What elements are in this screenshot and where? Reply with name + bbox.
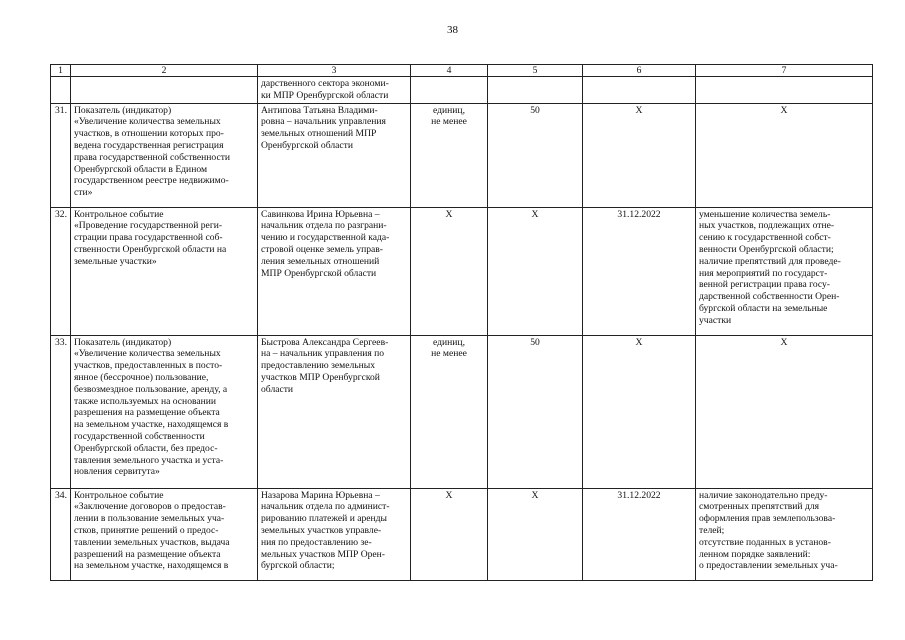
value-cell: [488, 77, 583, 104]
row-number: 33.: [51, 335, 71, 488]
column-number: 2: [71, 65, 258, 77]
row-number: 32.: [51, 207, 71, 335]
responsible-cell: Назарова Марина Юрьевна – начальник отдела по админист- рированию платежей и аренды земельных участков управле- ния по предоставлению зе- мельных участков МПР Орен- бургской области;: [258, 488, 411, 580]
value-cell: 50: [488, 335, 583, 488]
value-cell: Х: [488, 488, 583, 580]
row-number: [51, 77, 71, 104]
column-number: 5: [488, 65, 583, 77]
note-cell: уменьшение количества земель- ных участков, подлежащих отне- сению к государственной собст- венности Оренбургской области; наличие препятствий для проведе- ния мероприятий по государст- венной регистрации права госу- дарственной собственности Орен- бургской области на земельные участки: [696, 207, 873, 335]
row-number: 34.: [51, 488, 71, 580]
date-cell: 31.12.2022: [583, 488, 696, 580]
indicator-cell: [71, 77, 258, 104]
responsible-cell: Быстрова Александра Сергеев- на – начальник управления по предоставлению земельных участков МПР Оренбургской области: [258, 335, 411, 488]
plan-table: [50, 64, 873, 581]
unit-cell: [411, 77, 488, 104]
table-row: [51, 335, 873, 488]
column-number: 6: [583, 65, 696, 77]
column-number: 7: [696, 65, 873, 77]
page-number: 38: [447, 24, 458, 36]
table-row: [51, 77, 873, 104]
note-cell: наличие законодательно преду- смотренных препятствий для оформления прав землепользова- телей; отсутствие поданных в установ- ленном порядке заявлений: о предоставлении земельных уча-: [696, 488, 873, 580]
table-row: [51, 207, 873, 335]
date-cell: [583, 77, 696, 104]
column-number-row: [51, 65, 873, 77]
unit-cell: единиц, не менее: [411, 103, 488, 207]
column-number: 4: [411, 65, 488, 77]
indicator-cell: Показатель (индикатор) «Увеличение количества земельных участков, предоставленных в посто- янное (бессрочное) пользование, безвозмездное пользование, аренду, а также используемых на основании разрешения на размещение объекта на земельном участке, находящемся в государственной собственности Оренбургской области, без предос- тавления земельного участка и уста- новления сервитута»: [71, 335, 258, 488]
column-number: 1: [51, 65, 71, 77]
date-cell: 31.12.2022: [583, 207, 696, 335]
responsible-cell: Савинкова Ирина Юрьевна – начальник отдела по разграни- чению и государственной када- стровой оценке земель управ- ления земельных отношений МПР Оренбургской области: [258, 207, 411, 335]
value-cell: 50: [488, 103, 583, 207]
value-cell: Х: [488, 207, 583, 335]
unit-cell: единиц, не менее: [411, 335, 488, 488]
indicator-cell: Контрольное событие «Проведение государственной реги- страции права государственной соб- ственности Оренбургской области на земельные участки»: [71, 207, 258, 335]
date-cell: Х: [583, 103, 696, 207]
unit-cell: Х: [411, 207, 488, 335]
note-cell: Х: [696, 103, 873, 207]
indicator-cell: Контрольное событие «Заключение договоров о предостав- лении в пользование земельных уча- стков, принятие решений о предос- тавлении земельных участков, выдача разрешений на размещение объекта на земельном участке, находящемся в: [71, 488, 258, 580]
indicator-cell: Показатель (индикатор) «Увеличение количества земельных участков, в отношении которых про- ведена государственная регистрация права государственной собственности Оренбургской области в Едином государственном реестре недвижимо- сти»: [71, 103, 258, 207]
unit-cell: Х: [411, 488, 488, 580]
table-row: [51, 488, 873, 580]
date-cell: Х: [583, 335, 696, 488]
column-number: 3: [258, 65, 411, 77]
row-number: 31.: [51, 103, 71, 207]
note-cell: Х: [696, 335, 873, 488]
responsible-cell: дарственного сектора экономи- ки МПР Оренбургской области: [258, 77, 411, 104]
responsible-cell: Антипова Татьяна Владими- ровна – начальник управления земельных отношений МПР Оренбургской области: [258, 103, 411, 207]
table-row: [51, 103, 873, 207]
note-cell: [696, 77, 873, 104]
